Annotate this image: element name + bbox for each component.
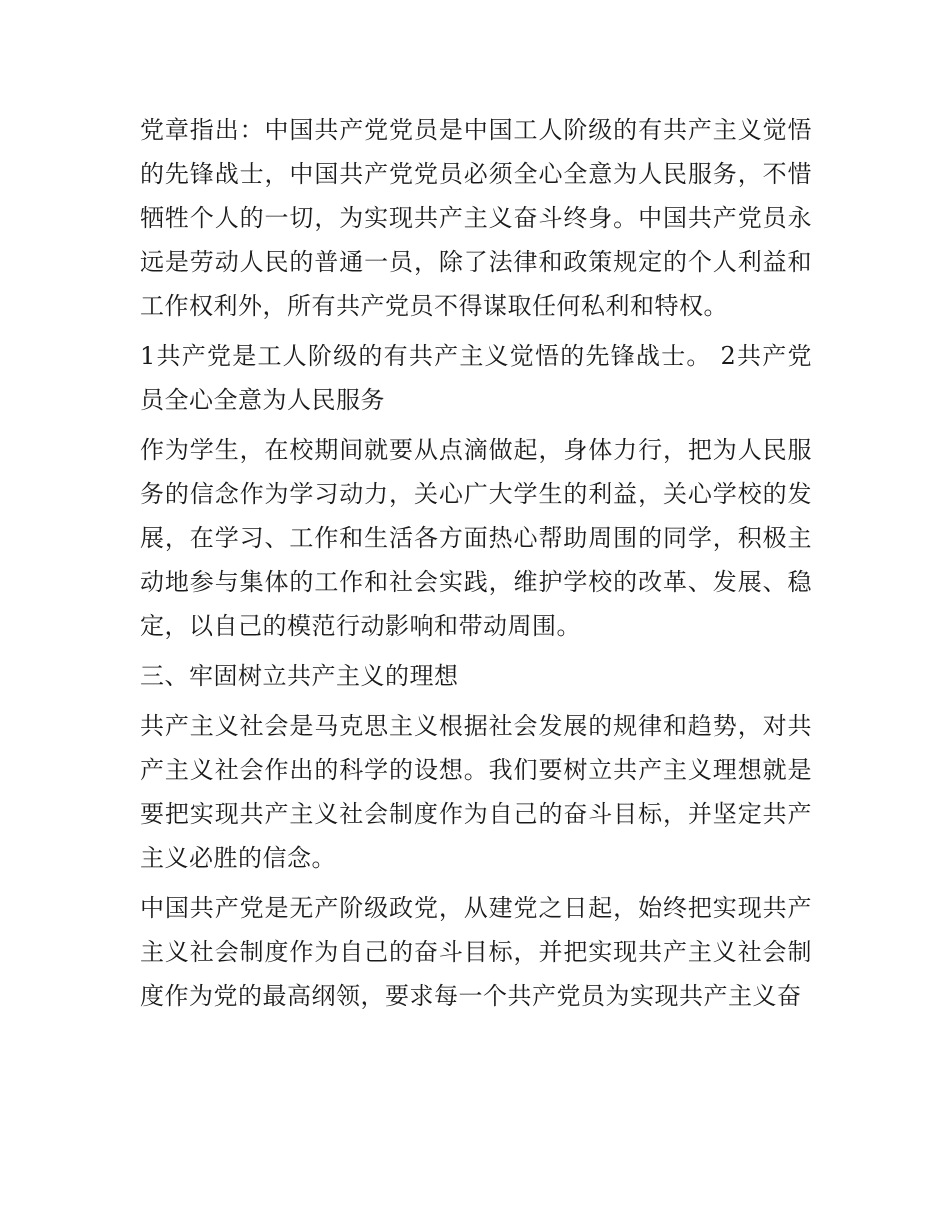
paragraph-party-constitution: 党章指出：中国共产党党员是中国工人阶级的有共产主义觉悟的先锋战士，中国共产党党员必须全心全意为人民服务，不惜牺牲个人的一切，为实现共产主义奋斗终身。中国共产党员永远是劳动人民的普通一员，除了法律和政策规定的个人利益和工作权利外，所有共产党员不得谋取任何私利和特权。 (140, 116, 812, 320)
document-body (140, 108, 812, 1018)
paragraph-student-role: 作为学生，在校期间就要从点滴做起，身体力行，把为人民服务的信念作为学习动力，关心广大学生的利益，关心学校的发展，在学习、工作和生活各方面热心帮助周围的同学，积极主动地参与集体的工作和社会实践，维护学校的改革、发展、稳定，以自己的模范行动影响和带动周围。 (140, 436, 812, 640)
paragraph-summary-points: 1共产党是工人阶级的有共产主义觉悟的先锋战士。 2共产党员全心全意为人民服务 (140, 342, 812, 414)
section-heading-communist-ideal: 三、牢固树立共产主义的理想 (140, 662, 459, 690)
paragraph-communist-society: 共产主义社会是马克思主义根据社会发展的规律和趋势，对共产主义社会作出的科学的设想。我们要树立共产主义理想就是要把实现共产主义社会制度作为自己的奋斗目标，并坚定共产主义必胜的信念。 (140, 712, 812, 872)
paragraph-party-goal: 中国共产党是无产阶级政党，从建党之日起，始终把实现共产主义社会制度作为自己的奋斗目标，并把实现共产主义社会制度作为党的最高纲领，要求每一个共产党员为实现共产主义奋 (140, 894, 812, 1010)
